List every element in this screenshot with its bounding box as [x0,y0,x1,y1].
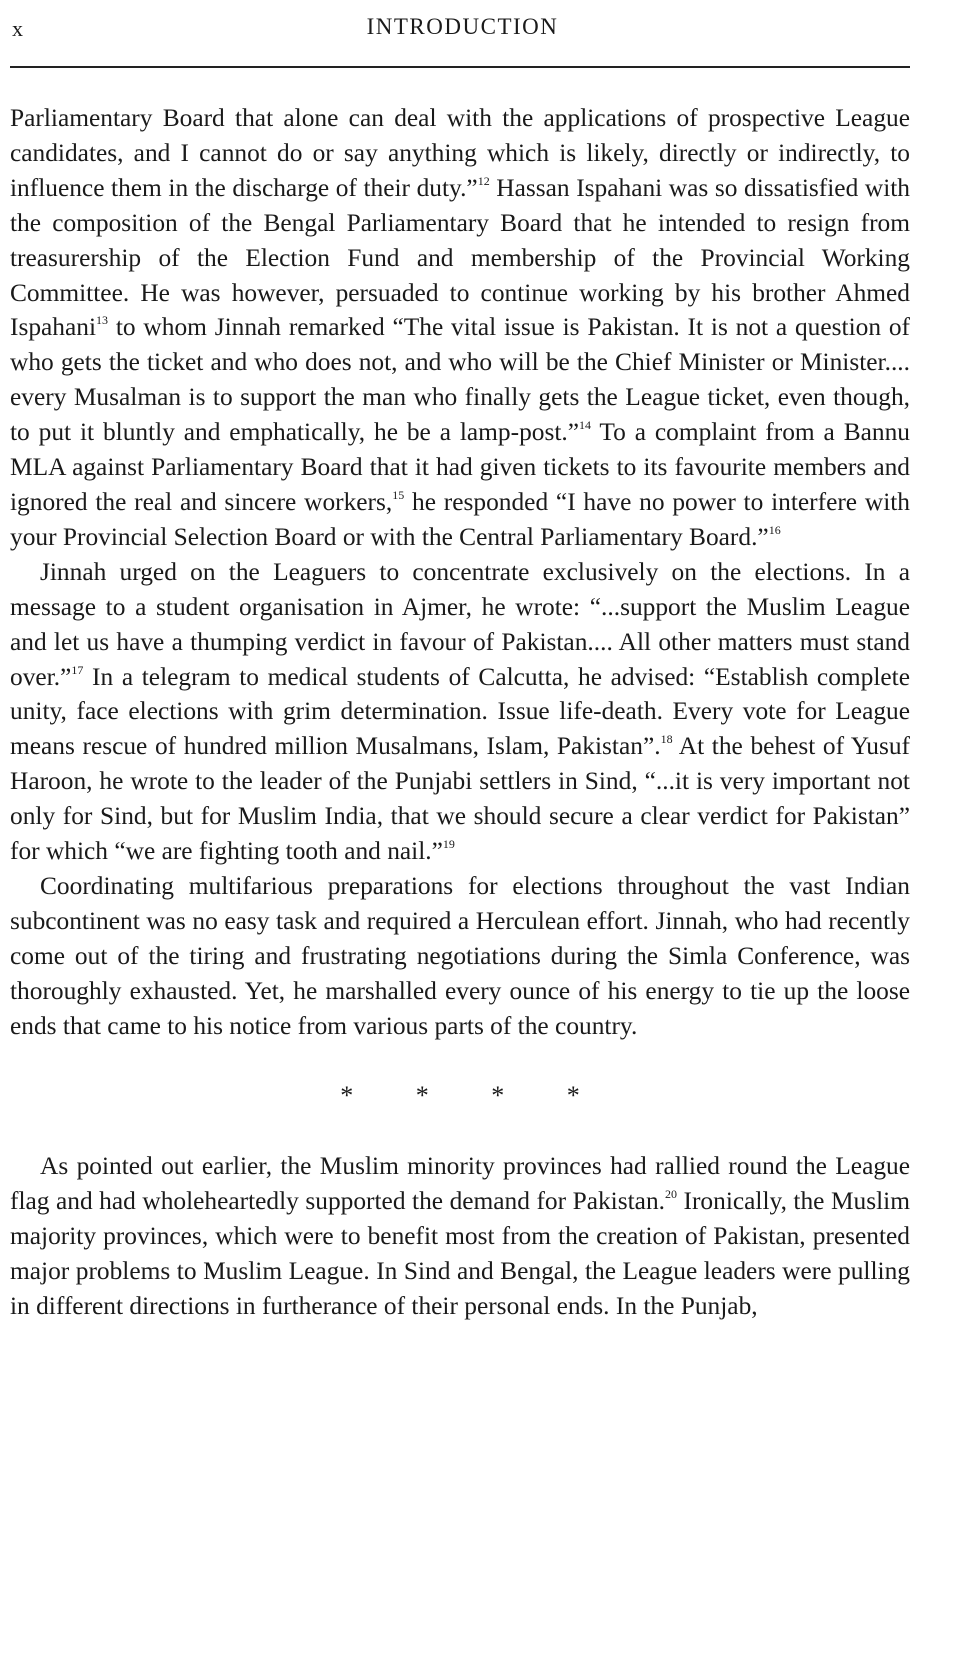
footnote-ref: 14 [579,418,592,433]
footnote-ref: 16 [768,522,781,537]
paragraph [10,869,910,1044]
footnote-ref: 18 [660,732,673,747]
section-break: * * * * [340,1081,608,1111]
header-rule [10,66,910,68]
text-run: he responded “I have no power to interfere with your Provincial Selection Board or with the Central Parliamentary Board.” [10,487,910,551]
text-run: Jinnah urged on the Leaguers to concentrate exclusively on the elections. In a message to a student organisation in Ajmer, he wrote: “...support the Muslim League and let us have a thumping verdict in favour of Pakistan.... All other matters must stand over.” [10,557,910,691]
text-run: Ironically, the Muslim majority provinces, which were to benefit most from the creation of Pakistan, presented major problems to Muslim League. In Sind and Bengal, the League leaders were pulling in different directions in furtherance of their personal ends. In the Punjab, [10,1187,910,1320]
text-run: to whom Jinnah remarked “The vital issue is Pakistan. It is not a question of who gets the ticket and who does not, and who will be the Chief Minister or Minister.... every Musalman is to support the man who finally gets the League ticket, even though, to put it bluntly and emphatically, he be a lamp-post.” [10,313,910,447]
text-run: At the behest of Yusuf Haroon, he wrote to the leader of the Punjabi settlers in Sind, “...it is very important not only for Sind, but for Muslim India, that we should secure a clear verdict for Pakistan” for which “we are fighting tooth and nail.” [10,732,910,866]
text-run: To a complaint from a Bannu MLA against Parliamentary Board that it had given tickets to its favourite members and ignored the real and sincere workers, [10,418,910,516]
footnote-ref: 13 [96,313,109,328]
text-run: In a telegram to medical students of Calcutta, he advised: “Establish complete unity, face elections with grim determination. Issue life-death. Every vote for League means rescue of hundred million Musalmans, Islam, Pakistan”. [10,662,910,761]
footnote-ref: 19 [442,837,455,852]
text-run: Hassan Ispahani was so dissatisfied with the composition of the Bengal Parliamentary Board that he intended to resign from treasurership of the Election Fund and membership of the Provincial Working Committee. He was however, persuaded to continue working by his brother Ahmed Ispahani [10,173,911,342]
body-text [10,101,910,1324]
footnote-ref: 12 [477,173,490,188]
footnote-ref: 17 [71,662,84,677]
paragraph [10,1149,910,1324]
page-number: x [12,16,23,41]
paragraph [10,101,910,555]
footnote-ref: 20 [665,1187,677,1202]
footnote-ref: 15 [392,487,405,502]
page-header [12,14,913,44]
paragraph [10,555,910,869]
text-run: As pointed out earlier, the Muslim minority provinces had rallied round the League flag and had wholeheartedly supported the demand for Pakistan. [10,1152,910,1216]
text-run: Parliamentary Board that alone can deal with the applications of prospective League candidates, and I cannot do or say anything which is likely, directly or indirectly, to influence them in the discharge of their duty.” [10,104,910,202]
running-head: INTRODUCTION [366,14,559,39]
text-run: Coordinating multifarious preparations for elections throughout the vast Indian subcontinent was no easy task and required a Herculean effort. Jinnah, who had recently come out of the tiring and frustrating negotiations during the Simla Conference, was thoroughly exhausted. Yet, he marshalled every ounce of his energy to tie up the loose ends that came to his notice from various parts of the country. [10,871,910,1040]
